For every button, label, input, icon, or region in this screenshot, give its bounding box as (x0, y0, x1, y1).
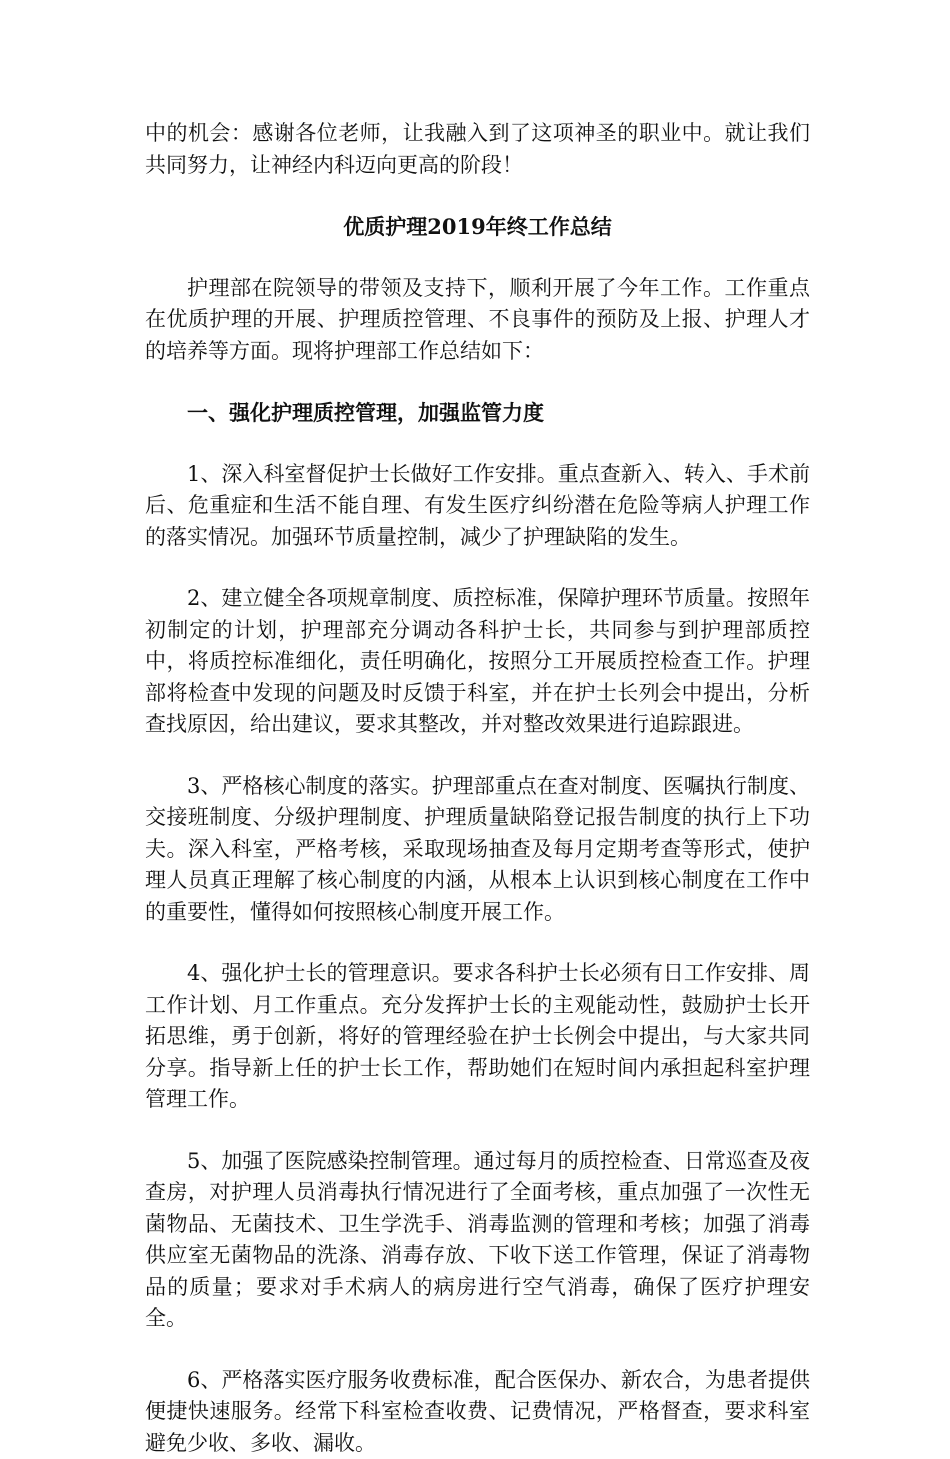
section-heading-1: 一、强化护理质控管理，加强监管力度 (145, 397, 810, 429)
document-title: 优质护理2019年终工作总结 (145, 211, 810, 243)
list-item-1: 1、深入科室督促护士长做好工作安排。重点查新入、转入、手术前后、危重症和生活不能自理、有发生医疗纠纷潜在危险等病人护理工作的落实情况。加强环节质量控制，减少了护理缺陷的发生。 (145, 459, 810, 554)
list-item-6: 6、严格落实医疗服务收费标准，配合医保办、新农合，为患者提供便捷快速服务。经常下科室检查收费、记费情况，严格督查，要求科室避免少收、多收、漏收。 (145, 1365, 810, 1459)
intro-tail-paragraph: 中的机会：感谢各位老师，让我融入到了这项神圣的职业中。就让我们共同努力，让神经内科迈向更高的阶段！ (145, 118, 810, 181)
document-body (145, 118, 810, 1459)
list-item-3: 3、严格核心制度的落实。护理部重点在查对制度、医嘱执行制度、交接班制度、分级护理制度、护理质量缺陷登记报告制度的执行上下功夫。深入科室，严格考核，采取现场抽查及每月定期考查等形式，使护理人员真正理解了核心制度的内涵，从根本上认识到核心制度在工作中的重要性，懂得如何按照核心制度开展工作。 (145, 771, 810, 929)
opening-paragraph: 护理部在院领导的带领及支持下，顺利开展了今年工作。工作重点在优质护理的开展、护理质控管理、不良事件的预防及上报、护理人才的培养等方面。现将护理部工作总结如下： (145, 273, 810, 368)
list-item-5: 5、加强了医院感染控制管理。通过每月的质控检查、日常巡查及夜查房，对护理人员消毒执行情况进行了全面考核，重点加强了一次性无菌物品、无菌技术、卫生学洗手、消毒监测的管理和考核；加强了消毒供应室无菌物品的洗涤、消毒存放、下收下送工作管理，保证了消毒物品的质量；要求对手术病人的病房进行空气消毒，确保了医疗护理安全。 (145, 1146, 810, 1335)
list-item-2: 2、建立健全各项规章制度、质控标准，保障护理环节质量。按照年初制定的计划，护理部充分调动各科护士长，共同参与到护理部质控中，将质控标准细化，责任明确化，按照分工开展质控检查工作。护理部将检查中发现的问题及时反馈于科室，并在护士长列会中提出，分析查找原因，给出建议，要求其整改，并对整改效果进行追踪跟进。 (145, 583, 810, 741)
list-item-4: 4、强化护士长的管理意识。要求各科护士长必须有日工作安排、周工作计划、月工作重点。充分发挥护士长的主观能动性，鼓励护士长开拓思维，勇于创新，将好的管理经验在护士长例会中提出，与大家共同分享。指导新上任的护士长工作，帮助她们在短时间内承担起科室护理管理工作。 (145, 958, 810, 1116)
